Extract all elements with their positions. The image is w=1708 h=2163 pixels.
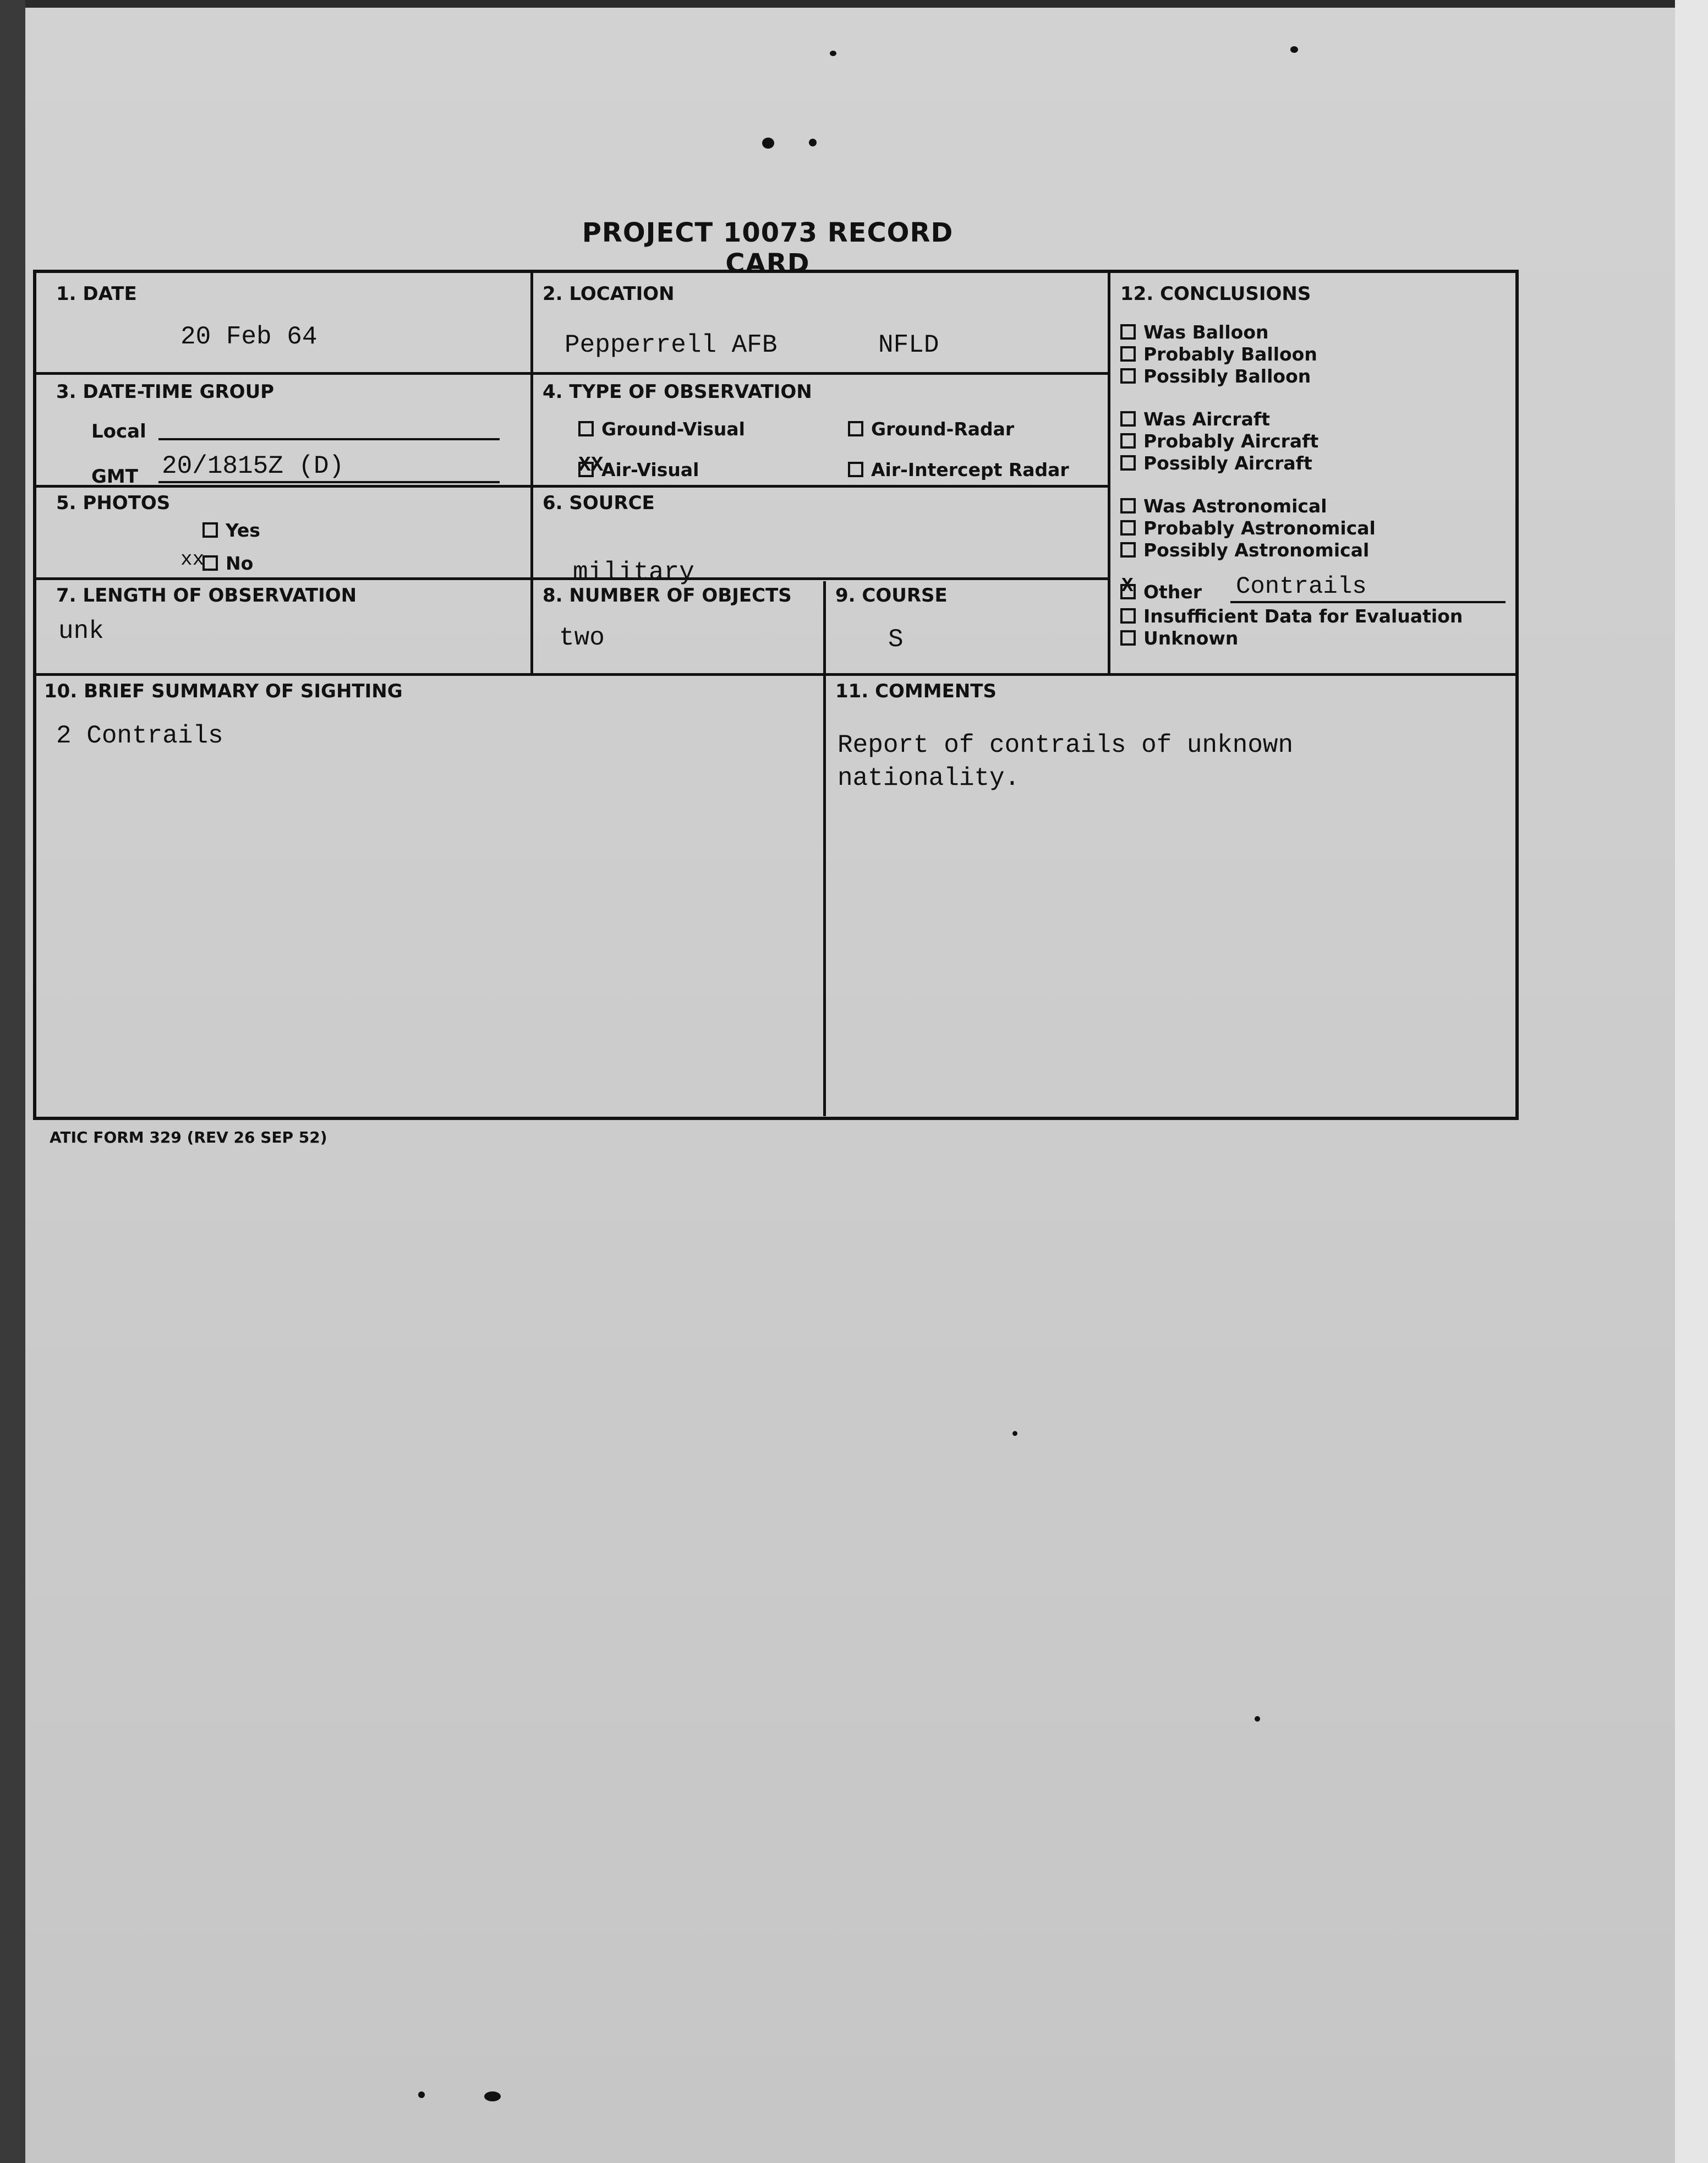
other-mark: X [1121, 575, 1134, 597]
ground-visual-text: Ground-Visual [601, 418, 745, 440]
was-astronomical-checkbox [1120, 498, 1136, 514]
obs-ground-visual [578, 418, 745, 440]
divider-col2 [1108, 273, 1110, 676]
scan-speck [830, 51, 836, 56]
divider-row2 [36, 485, 1108, 488]
divider-row4 [36, 673, 1515, 676]
form-id: ATIC FORM 329 (REV 26 SEP 52) [50, 1128, 327, 1146]
conclusion-probably-balloon [1120, 343, 1317, 365]
dtg-local-label: Local [91, 420, 146, 443]
unknown-text: Unknown [1143, 627, 1239, 649]
dtg-gmt-label: GMT [91, 466, 138, 488]
dtg-gmt-line [158, 481, 500, 483]
was-aircraft-checkbox [1120, 411, 1136, 427]
scan-edge-left [0, 0, 25, 2163]
card-title: PROJECT 10073 RECORD CARD [582, 217, 954, 279]
conclusions-label: 12. CONCLUSIONS [1120, 283, 1311, 305]
probably-balloon-text: Probably Balloon [1143, 343, 1317, 365]
obs-ground-radar [848, 418, 1014, 440]
photos-yes-text: Yes [226, 520, 260, 541]
photos-no-checkbox [202, 555, 218, 571]
photos-yes [202, 520, 260, 541]
objects-label: 8. NUMBER OF OBJECTS [543, 585, 792, 607]
ground-radar-text: Ground-Radar [871, 418, 1015, 440]
photos-no [202, 553, 253, 574]
conclusion-probably-aircraft [1120, 430, 1318, 452]
scan-speck [762, 138, 774, 149]
other-value: Contrails [1236, 573, 1367, 600]
unknown-checkbox [1120, 630, 1136, 646]
location-place: Pepperrell AFB [565, 331, 778, 359]
date-value: 20 Feb 64 [180, 323, 317, 351]
record-card [33, 270, 1519, 1120]
comments-label: 11. COMMENTS [835, 680, 997, 702]
objects-value: two [559, 624, 605, 652]
probably-astronomical-checkbox [1120, 520, 1136, 536]
photos-label: 5. PHOTOS [56, 492, 171, 514]
summary-value: 2 Contrails [56, 722, 223, 750]
possibly-balloon-checkbox [1120, 368, 1136, 384]
was-astronomical-text: Was Astronomical [1143, 495, 1327, 517]
obs-air-intercept [848, 459, 1069, 480]
dtg-label: 3. DATE-TIME GROUP [56, 381, 275, 403]
divider-course [823, 581, 826, 676]
conclusion-probably-astronomical [1120, 517, 1376, 539]
conclusion-possibly-balloon [1120, 365, 1311, 387]
location-region: NFLD [878, 331, 939, 359]
possibly-astronomical-checkbox [1120, 542, 1136, 558]
conclusion-insufficient [1120, 605, 1463, 627]
photos-yes-checkbox [202, 522, 218, 538]
insufficient-text: Insufficient Data for Evaluation [1143, 605, 1463, 627]
air-visual-mark: XX [578, 454, 604, 477]
probably-aircraft-checkbox [1120, 433, 1136, 449]
conclusion-was-aircraft [1120, 408, 1270, 430]
scan-speck [809, 139, 817, 146]
divider-row3 [36, 577, 1108, 580]
location-label: 2. LOCATION [543, 283, 675, 305]
source-label: 6. SOURCE [543, 492, 655, 514]
probably-astronomical-text: Probably Astronomical [1143, 517, 1376, 539]
scan-speck [1012, 1431, 1017, 1436]
scan-speck [484, 2091, 501, 2101]
length-value: unk [58, 617, 104, 646]
insufficient-checkbox [1120, 608, 1136, 624]
other-text: Other [1143, 581, 1202, 603]
source-value: military [573, 558, 694, 587]
possibly-aircraft-text: Possibly Aircraft [1143, 452, 1312, 474]
air-intercept-checkbox [848, 462, 863, 477]
possibly-astronomical-text: Possibly Astronomical [1143, 539, 1370, 561]
photos-no-text: No [226, 553, 254, 574]
ground-visual-checkbox [578, 421, 594, 436]
possibly-aircraft-checkbox [1120, 455, 1136, 471]
conclusion-was-balloon [1120, 321, 1269, 343]
conclusion-was-astronomical [1120, 495, 1327, 517]
conclusion-possibly-aircraft [1120, 452, 1312, 474]
was-balloon-text: Was Balloon [1143, 321, 1269, 343]
dtg-gmt-value: 20/1815Z (D) [162, 452, 344, 480]
divider-summary [823, 676, 826, 1116]
probably-balloon-checkbox [1120, 346, 1136, 362]
dtg-local-line [158, 438, 500, 440]
scan-speck [418, 2091, 425, 2098]
scan-speck [1255, 1716, 1260, 1722]
was-aircraft-text: Was Aircraft [1143, 408, 1270, 430]
course-value: S [888, 625, 904, 654]
conclusion-possibly-astronomical [1120, 539, 1369, 561]
divider-col1 [530, 273, 533, 675]
divider-row1 [36, 372, 1108, 375]
probably-aircraft-text: Probably Aircraft [1143, 430, 1319, 452]
ground-radar-checkbox [848, 421, 863, 436]
comments-line1: Report of contrails of unknown [837, 731, 1294, 760]
scan-speck [1290, 46, 1298, 53]
was-balloon-checkbox [1120, 324, 1136, 340]
photos-no-mark: xx [180, 548, 205, 571]
air-visual-text: Air-Visual [601, 459, 699, 480]
comments-line2: nationality. [837, 764, 1020, 793]
scan-edge-right [1675, 0, 1708, 2163]
air-intercept-text: Air-Intercept Radar [871, 459, 1069, 480]
length-label: 7. LENGTH OF OBSERVATION [56, 585, 357, 607]
conclusion-unknown [1120, 627, 1238, 649]
possibly-balloon-text: Possibly Balloon [1143, 365, 1311, 387]
scan-edge-top [0, 0, 1708, 8]
course-label: 9. COURSE [835, 585, 948, 607]
date-label: 1. DATE [56, 283, 137, 305]
obs-type-label: 4. TYPE OF OBSERVATION [543, 381, 812, 403]
summary-label: 10. BRIEF SUMMARY OF SIGHTING [44, 680, 403, 702]
other-line [1230, 601, 1506, 603]
